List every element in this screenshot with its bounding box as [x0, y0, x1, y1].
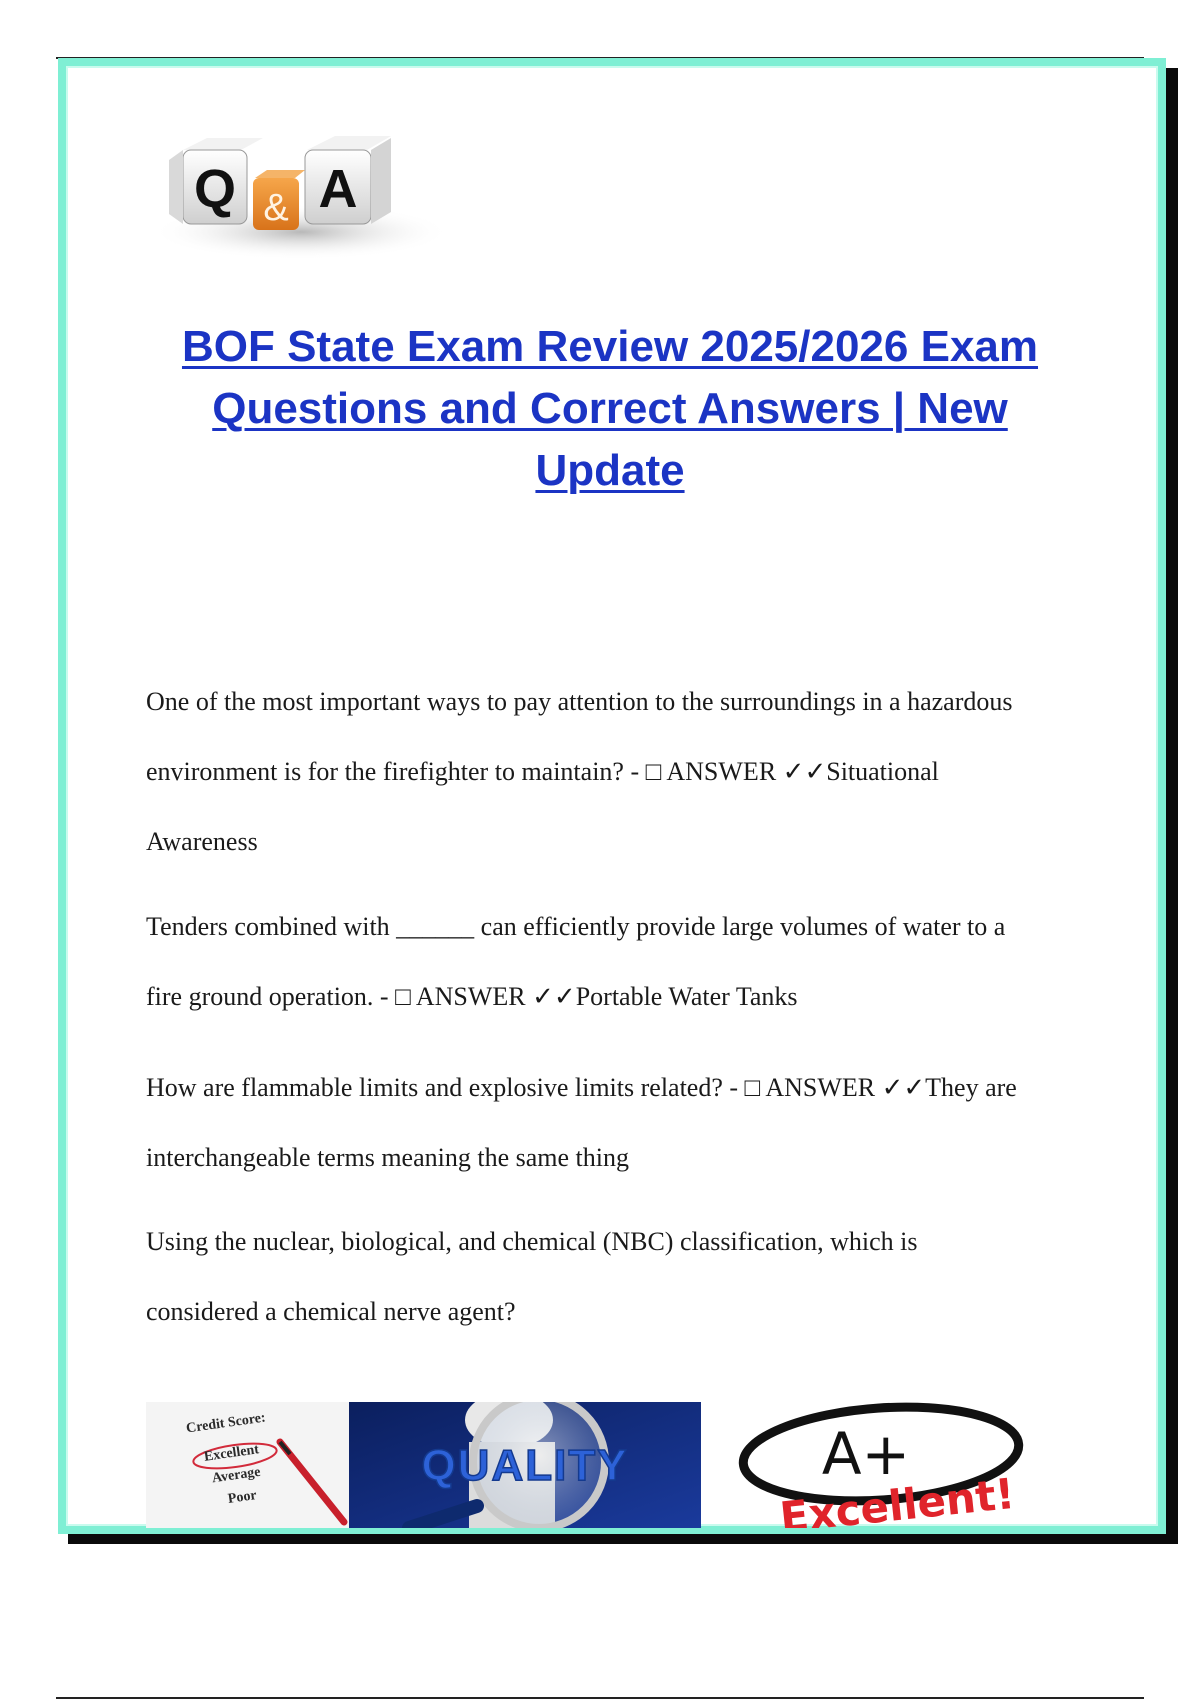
badge-strip	[146, 1402, 1086, 1528]
qa-line: fire ground operation. - □ ANSWER ✓✓Portable Water Tanks	[146, 982, 798, 1011]
qa-line: interchangeable terms meaning the same thing	[146, 1143, 629, 1172]
qa-item-4	[146, 1207, 1106, 1347]
die-a	[305, 136, 391, 224]
qa-line: Awareness	[146, 827, 258, 856]
pencil-icon	[274, 1438, 349, 1528]
die-a-letter: A	[318, 159, 358, 219]
quality-image	[349, 1402, 701, 1528]
quality-word: QUALITY	[421, 1441, 629, 1490]
grade-mark: A+	[821, 1420, 911, 1488]
credit-poor: Poor	[227, 1488, 258, 1507]
qa-line: Using the nuclear, biological, and chemical (NBC) classification, which is	[146, 1227, 918, 1256]
qa-line: environment is for the firefighter to maintain? - □ ANSWER ✓✓Situational	[146, 757, 939, 786]
a-plus-excellent-image	[716, 1402, 1086, 1528]
qa-line: considered a chemical nerve agent?	[146, 1297, 516, 1326]
qa-line: Tenders combined with ______ can efficiently provide large volumes of water to a	[146, 912, 1006, 941]
qa-line: One of the most important ways to pay attention to the surroundings in a hazardous	[146, 687, 1013, 716]
bottom-rule	[56, 1697, 1144, 1699]
credit-score-image	[146, 1402, 349, 1528]
qa-item-3	[146, 1053, 1106, 1193]
credit-heading: Credit Score:	[185, 1410, 267, 1437]
document-title	[130, 316, 1090, 502]
credit-excellent: Excellent	[203, 1442, 260, 1465]
title-line-2: Questions and Correct Answers | New	[212, 384, 1008, 433]
grade-word: Excellent!	[777, 1468, 1018, 1528]
die-amp-letter: &	[263, 187, 289, 229]
die-q-letter: Q	[193, 159, 237, 219]
title-line-1: BOF State Exam Review 2025/2026 Exam	[181, 322, 1039, 371]
qa-item-1	[146, 667, 1106, 877]
credit-average: Average	[211, 1464, 262, 1487]
title-line-3: Update	[535, 446, 685, 495]
qa-line: How are flammable limits and explosive limits related? - □ ANSWER ✓✓They are	[146, 1073, 1017, 1102]
qa-dice-logo	[145, 92, 457, 272]
die-amp	[253, 170, 305, 230]
qa-item-2	[146, 892, 1106, 1032]
